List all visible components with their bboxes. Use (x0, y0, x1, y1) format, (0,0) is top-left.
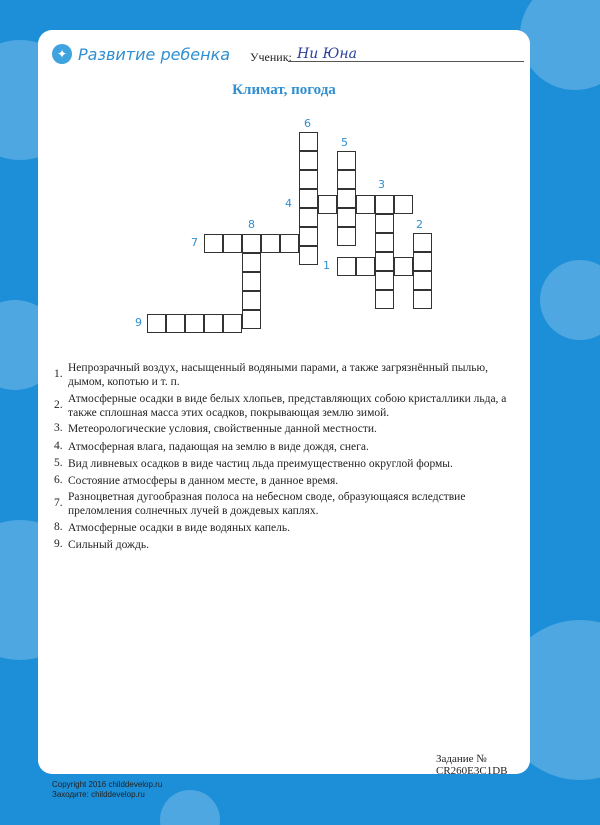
crossword-cell[interactable] (299, 151, 318, 170)
crossword-cell[interactable] (223, 234, 242, 253)
crossword-cell[interactable] (375, 271, 394, 290)
page-title: Климат, погода (232, 82, 336, 98)
crossword-cell[interactable] (242, 310, 261, 329)
clue-item: 9. Сильный дождь. (54, 538, 149, 551)
crossword-cell[interactable] (356, 257, 375, 276)
logo-icon: ✦ (52, 44, 72, 64)
crossword-cell[interactable] (185, 314, 204, 333)
crossword-cell[interactable] (242, 272, 261, 291)
worksheet (38, 30, 530, 777)
crossword-cell[interactable] (242, 253, 261, 272)
crossword-cell[interactable] (375, 214, 394, 233)
student-label: Ученик: (250, 50, 292, 64)
clue-item: 1. Непрозрачный воздух, насыщенный водяными парами, а также загрязнённый пылью, дымом, копотью и т. п. (54, 362, 488, 388)
crossword-cell[interactable] (299, 170, 318, 189)
crossword-cell[interactable] (299, 227, 318, 246)
crossword-cell[interactable] (394, 195, 413, 214)
crossword-cell[interactable] (375, 233, 394, 252)
footer (52, 780, 162, 800)
crossword-number: 5 (341, 136, 348, 149)
crossword-number: 1 (323, 259, 330, 272)
crossword-cell[interactable] (261, 234, 280, 253)
crossword-cell[interactable] (337, 227, 356, 246)
crossword-cell[interactable] (413, 290, 432, 309)
crossword-cell[interactable] (299, 132, 318, 151)
clue-item: 5. Вид ливневых осадков в виде частиц льда преимущественно округлой формы. (54, 457, 453, 470)
crossword-cell[interactable] (242, 291, 261, 310)
crossword-cell[interactable] (375, 290, 394, 309)
crossword-number: 3 (378, 178, 385, 191)
task-id: Задание № CR260E3C1DB (436, 753, 508, 777)
clue-item: 6. Состояние атмосферы в данном месте, в данное время. (54, 474, 339, 487)
crossword-cell[interactable] (280, 234, 299, 253)
footer-copyright: Copyright 2016 childdevelop.ru (52, 780, 163, 789)
crossword-cell[interactable] (413, 252, 432, 271)
crossword-cell[interactable] (318, 195, 337, 214)
clue-item: 2. Атмосферные осадки в виде белых хлопьев, представляющих собою кристаллики льда, а также сплошная масса этих осадков, покрывающая землю зимой. (54, 393, 507, 419)
clue-item: 3. Метеорологические условия, свойственные данной местности. (54, 422, 377, 435)
crossword-cell[interactable] (337, 170, 356, 189)
crossword-cell[interactable] (299, 189, 318, 208)
crossword-cell[interactable] (413, 271, 432, 290)
crossword-cell[interactable] (337, 151, 356, 170)
footer-link[interactable]: Заходите: childdevelop.ru (52, 790, 145, 799)
student-name: Ни Юна (297, 46, 357, 62)
crossword-cell[interactable] (337, 189, 356, 208)
logo (52, 44, 230, 64)
crossword-number: 8 (248, 218, 255, 231)
crossword-cell[interactable] (413, 233, 432, 252)
crossword-number: 7 (191, 236, 198, 249)
crossword-cell[interactable] (337, 257, 356, 276)
crossword-cell[interactable] (394, 257, 413, 276)
crossword-number: 9 (135, 316, 142, 329)
crossword-number: 6 (304, 117, 311, 130)
clue-item: 8. Атмосферные осадки в виде водяных капель. (54, 521, 290, 534)
crossword-cell[interactable] (337, 208, 356, 227)
crossword-cell[interactable] (242, 234, 261, 253)
crossword-cell[interactable] (223, 314, 242, 333)
crossword-cell[interactable] (204, 314, 223, 333)
crossword-cell[interactable] (299, 208, 318, 227)
crossword-cell[interactable] (375, 195, 394, 214)
crossword-cell[interactable] (166, 314, 185, 333)
crossword-number: 2 (416, 218, 423, 231)
crossword-number: 4 (285, 197, 292, 210)
crossword-cell[interactable] (356, 195, 375, 214)
clue-item: 4. Атмосферная влага, падающая на землю в виде дождя, снега. (54, 440, 369, 453)
crossword-cell[interactable] (204, 234, 223, 253)
logo-text: Развитие ребенка (78, 44, 231, 64)
clue-item: 7. Разноцветная дугообразная полоса на небесном своде, образующаяся вследствие преломления солнечных лучей в дождевых каплях. (54, 491, 466, 517)
crossword-cell[interactable] (299, 246, 318, 265)
crossword-cell[interactable] (147, 314, 166, 333)
crossword-cell[interactable] (375, 252, 394, 271)
